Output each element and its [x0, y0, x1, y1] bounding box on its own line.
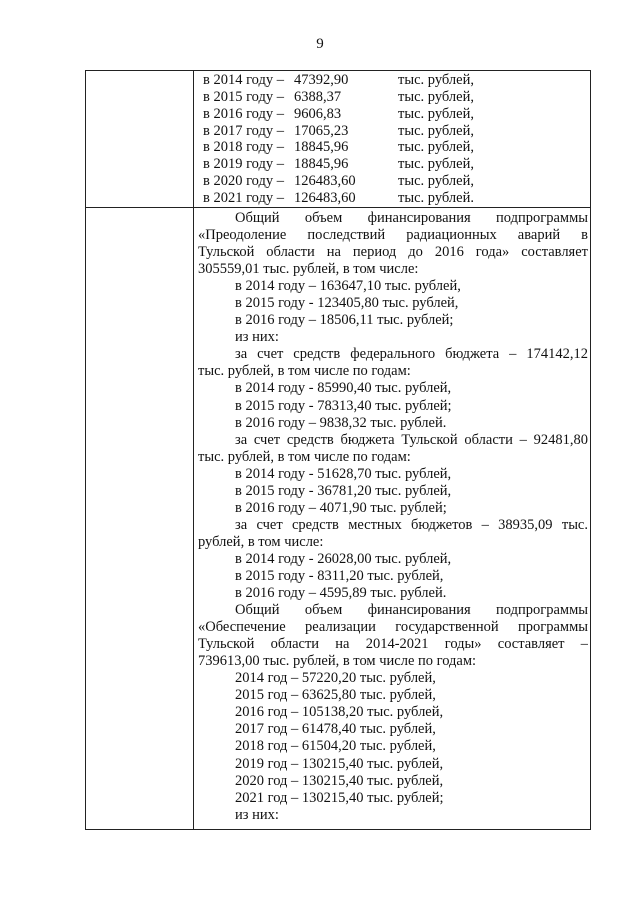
year-label: в 2017 году – [203, 122, 285, 139]
text-line: 2017 год – 61478,40 тыс. рублей, [235, 721, 436, 738]
amount-value: 17065,23 [294, 122, 349, 139]
unit-label: тыс. рублей. [398, 189, 474, 206]
unit-label: тыс. рублей, [398, 173, 474, 190]
financing-text-block [198, 210, 588, 824]
text-line: 2015 год – 63625,80 тыс. рублей, [235, 687, 436, 704]
year-label: в 2018 году – [203, 139, 285, 156]
text-line: за счет средств бюджета Тульской области – 92481,80 [235, 431, 588, 448]
text-line: 2016 год – 105138,20 тыс. рублей, [235, 704, 444, 721]
text-line: «Преодоление последствий радиационных аварий в [198, 227, 588, 244]
text-line: 2014 год – 57220,20 тыс. рублей, [235, 670, 436, 687]
text-line: в 2016 году – 4595,89 тыс. рублей. [235, 585, 447, 602]
text-line: за счет средств федерального бюджета – 174142,12 [235, 346, 588, 363]
text-line: Тульской области на 2014-2021 годы» составляет – [198, 636, 588, 653]
unit-label: тыс. рублей, [398, 105, 474, 122]
text-line: «Обеспечение реализации государственной программы [198, 619, 588, 636]
year-label: в 2020 году – [203, 173, 285, 190]
unit-label: тыс. рублей, [398, 122, 474, 139]
text-line: рублей, в том числе: [198, 533, 324, 550]
text-line: в 2014 году – 163647,10 тыс. рублей, [235, 278, 461, 295]
text-line: за счет средств местных бюджетов – 38935,09 тыс. [235, 516, 588, 533]
amount-value: 47392,90 [294, 72, 349, 88]
text-line: 2020 год – 130215,40 тыс. рублей, [235, 772, 444, 789]
text-line: 739613,00 тыс. рублей, в том числе по годам: [198, 653, 477, 670]
text-line: в 2016 году – 18506,11 тыс. рублей; [235, 312, 454, 329]
text-line: в 2016 году – 9838,32 тыс. рублей. [235, 414, 447, 431]
year-label: в 2015 году – [203, 88, 285, 105]
amount-value: 18845,96 [294, 139, 349, 156]
text-line: Тульской области на период до 2016 года» составляет [198, 244, 588, 261]
text-line: 2021 год – 130215,40 тыс. рублей; [235, 789, 444, 806]
amount-value: 6388,37 [294, 88, 342, 105]
year-label: в 2016 году – [203, 105, 285, 122]
text-line: в 2014 году - 51628,70 тыс. рублей, [235, 465, 452, 482]
unit-label: тыс. рублей, [398, 72, 474, 88]
text-line: из них: [235, 806, 279, 823]
text-line: в 2015 году - 78313,40 тыс. рублей; [235, 397, 452, 414]
page-number: 9 [316, 36, 324, 52]
text-line: 2019 год – 130215,40 тыс. рублей, [235, 755, 444, 772]
text-line: 305559,01 тыс. рублей, в том числе: [198, 261, 419, 278]
year-label: в 2021 году – [203, 189, 285, 206]
text-line: из них: [235, 329, 279, 346]
column-divider [193, 71, 194, 829]
amount-value: 18845,96 [294, 156, 349, 173]
text-line: в 2014 году - 26028,00 тыс. рублей, [235, 550, 452, 567]
text-line: в 2016 году – 4071,90 тыс. рублей; [235, 499, 447, 516]
text-line: 2018 год – 61504,20 тыс. рублей, [235, 738, 436, 755]
text-line: в 2014 году - 85990,40 тыс. рублей, [235, 380, 452, 397]
text-line: в 2015 году - 8311,20 тыс. рублей, [235, 567, 444, 584]
document-table [85, 70, 591, 830]
row-divider [86, 207, 590, 208]
amount-value: 9606,83 [294, 105, 342, 122]
text-line: тыс. рублей, в том числе по годам: [198, 448, 411, 465]
text-line: Общий объем финансирования подпрограммы [235, 602, 588, 619]
text-line: в 2015 году - 36781,20 тыс. рублей, [235, 482, 452, 499]
amount-value: 126483,60 [294, 189, 356, 206]
unit-label: тыс. рублей, [398, 156, 474, 173]
unit-label: тыс. рублей, [398, 139, 474, 156]
text-line: Общий объем финансирования подпрограммы [235, 210, 588, 226]
text-line: в 2015 году - 123405,80 тыс. рублей, [235, 295, 459, 312]
year-label: в 2014 году – [203, 72, 285, 88]
text-line: тыс. рублей, в том числе по годам: [198, 363, 411, 380]
unit-label: тыс. рублей, [398, 88, 474, 105]
amount-value: 126483,60 [294, 173, 356, 190]
year-label: в 2019 году – [203, 156, 285, 173]
